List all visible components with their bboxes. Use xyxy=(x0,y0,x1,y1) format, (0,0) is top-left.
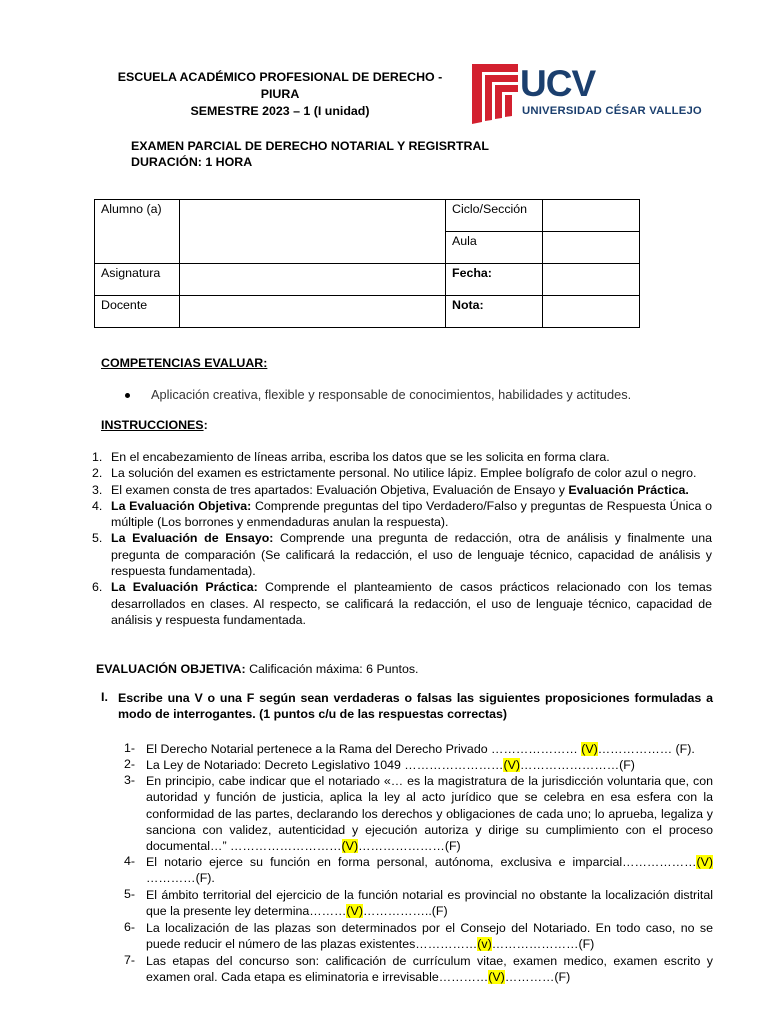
question-6 xyxy=(146,920,713,953)
question-tail: …………………(F) xyxy=(358,839,461,854)
item-bold: La Evaluación Práctica: xyxy=(111,580,258,595)
answer-mark: (V) xyxy=(581,742,598,756)
question-tail: …………(F). xyxy=(146,871,215,886)
ciclo-label: Ciclo/Sección xyxy=(446,200,543,232)
logo-subtitle: UNIVERSIDAD CÉSAR VALLEJO xyxy=(522,105,702,117)
question-text: El Derecho Notarial pertenece a la Rama del Derecho Privado ………………… xyxy=(146,742,582,756)
question-1 xyxy=(146,741,713,757)
question-number: 2- xyxy=(124,757,136,771)
bullet-icon xyxy=(125,393,130,398)
logo-brand: UCV xyxy=(520,63,596,104)
question-text: El ámbito territorial del ejercicio de la función notarial es provincial no obstante la localización distrital que la presente ley determina……… xyxy=(146,888,713,919)
item-text: El examen consta de tres apartados: Evaluación Objetiva, Evaluación de Ensayo y xyxy=(111,482,569,497)
question-text: El notario ejerce su función en forma personal, autónoma, exclusiva e imparcial……………… xyxy=(146,855,697,869)
question-number: 1- xyxy=(124,741,136,755)
section-instruction: Escribe una V o una F según sean verdaderas o falsas las siguientes proposiciones formuladas a modo de interrogantes. (1 puntos c/u de las respuestas correctas) xyxy=(118,691,713,722)
ciclo-field[interactable] xyxy=(543,200,640,232)
question-number: 6- xyxy=(124,920,136,934)
ucv-logo xyxy=(472,63,702,124)
list-item xyxy=(92,449,712,465)
question-tail: ……………..(F) xyxy=(362,904,448,919)
item-number: 3. xyxy=(92,482,103,497)
item-number: 1. xyxy=(92,450,103,464)
item-number: 5. xyxy=(92,531,103,546)
fecha-label: Fecha: xyxy=(446,264,543,296)
semester: SEMESTRE 2023 – 1 (I unidad) xyxy=(190,104,370,118)
exam-duration: DURACIÓN: 1 HORA xyxy=(131,155,253,169)
student-info-table xyxy=(94,199,640,328)
question-tail: ……………………(F) xyxy=(519,758,635,772)
question-3 xyxy=(146,773,713,854)
section-number: I. xyxy=(101,690,108,704)
question-7 xyxy=(146,953,713,986)
instrucciones-label: INSTRUCCIONES xyxy=(101,418,204,432)
item-bold: La Evaluación de Ensayo: xyxy=(111,531,274,546)
ucv-shield-icon xyxy=(472,64,518,124)
question-tail: …………(F) xyxy=(504,970,571,985)
asignatura-label: Asignatura xyxy=(95,264,180,296)
question-text: En principio, cabe indicar que el notariado «… es la magistratura de la jurisdicción voluntaria que, con autoridad y función de justicia, aplica la ley al acto jurídico que se celebra en esa esfera con la conformidad de las partes, declarando los derechos y obligaciones de cada uno; lo aprueba, legaliza y sanciona con validez, autenticidad y ejecución autoriza y dirige su cumplimiento con el proceso documental…” ……………………… xyxy=(146,774,713,854)
exam-title: EXAMEN PARCIAL DE DERECHO NOTARIAL Y REGISRTRAL xyxy=(131,139,489,153)
question-number: 4- xyxy=(124,854,136,868)
item-number: 4. xyxy=(92,498,103,513)
answer-mark: (V) xyxy=(341,839,359,854)
question-4 xyxy=(146,854,713,887)
answer-mark: (V) xyxy=(488,970,505,985)
item-text: Comprende el planteamiento de casos prácticos relacionado con los temas desarrollados en clases. Al respecto, se calificará la redacción, el uso de lenguaje técnico, capacidad de análisis y respuesta fundamentada. xyxy=(111,580,712,627)
question-text: La Ley de Notariado: Decreto Legislativo 1049 …………………… xyxy=(146,758,504,772)
alumno-label: Alumno (a) xyxy=(95,200,180,264)
evaluacion-heading xyxy=(96,662,418,676)
question-2 xyxy=(146,757,713,773)
list-item xyxy=(92,482,712,498)
question-number: 3- xyxy=(124,773,136,787)
answer-mark: (v) xyxy=(477,937,492,952)
docente-field[interactable] xyxy=(180,296,446,328)
instrucciones-colon: : xyxy=(203,418,208,432)
question-text: La localización de las plazas son determinados por el Consejo del Notariado. En todo caso, no se puede reducir el número de las plazas existentes…………… xyxy=(146,921,713,952)
evaluacion-points: Calificación máxima: 6 Puntos. xyxy=(245,662,419,676)
school-heading xyxy=(98,69,462,120)
question-5 xyxy=(146,887,713,920)
fecha-field[interactable] xyxy=(543,264,640,296)
question-tail: ……………… (F). xyxy=(597,742,695,756)
nota-field[interactable] xyxy=(543,296,640,328)
question-number: 7- xyxy=(124,953,136,967)
question-number: 5- xyxy=(124,887,136,901)
question-text: Las etapas del concurso son: calificación de currículum vitae, examen medico, examen escrito y examen oral. Cada etapa es eliminatoria e irrevisable………… xyxy=(146,954,713,985)
list-item xyxy=(92,530,712,579)
docente-label: Docente xyxy=(95,296,180,328)
item-number: 2. xyxy=(92,466,103,481)
aula-label: Aula xyxy=(446,232,543,264)
question-tail: …………………(F) xyxy=(491,937,595,952)
list-item xyxy=(92,579,712,628)
item-bold: La Evaluación Objetiva: xyxy=(111,498,252,513)
list-item xyxy=(92,498,712,531)
item-text: En el encabezamiento de líneas arriba, escriba los datos que se les solicita en forma clara. xyxy=(111,450,610,464)
aula-field[interactable] xyxy=(543,232,640,264)
competencias-heading: COMPETENCIAS EVALUAR: xyxy=(101,356,268,370)
competencia-item: Aplicación creativa, flexible y responsable de conocimientos, habilidades y actitudes. xyxy=(151,387,632,402)
alumno-field[interactable] xyxy=(180,200,446,264)
list-item xyxy=(92,465,712,481)
answer-mark: (V) xyxy=(346,904,363,919)
answer-mark: (V) xyxy=(696,855,713,869)
evaluacion-label: EVALUACIÓN OBJETIVA: xyxy=(96,662,246,676)
answer-mark: (V) xyxy=(503,758,520,772)
instructions-list xyxy=(92,449,712,628)
instrucciones-heading xyxy=(101,418,208,432)
item-bold: Evaluación Práctica. xyxy=(568,482,689,497)
item-text: Comprende preguntas del tipo Verdadero/Falso y preguntas de Respuesta Única o múltiple (Los borrones y enmendaduras anulan la respuesta). xyxy=(111,498,712,530)
school-name: ESCUELA ACADÉMICO PROFESIONAL DE DERECHO - xyxy=(117,70,443,84)
item-text: Comprende una pregunta de redacción, otra de análisis y finalmente una pregunta de comparación (Se calificará la redacción, el uso de lenguaje técnico, capacidad de análisis y respuesta fundamentada). xyxy=(111,531,712,579)
item-number: 6. xyxy=(92,580,103,595)
asignatura-field[interactable] xyxy=(180,264,446,296)
item-text: La solución del examen es estrictamente personal. No utilice lápiz. Emplee bolígrafo de color azul o negro. xyxy=(111,466,697,481)
school-city: PIURA xyxy=(260,87,300,101)
nota-label: Nota: xyxy=(446,296,543,328)
